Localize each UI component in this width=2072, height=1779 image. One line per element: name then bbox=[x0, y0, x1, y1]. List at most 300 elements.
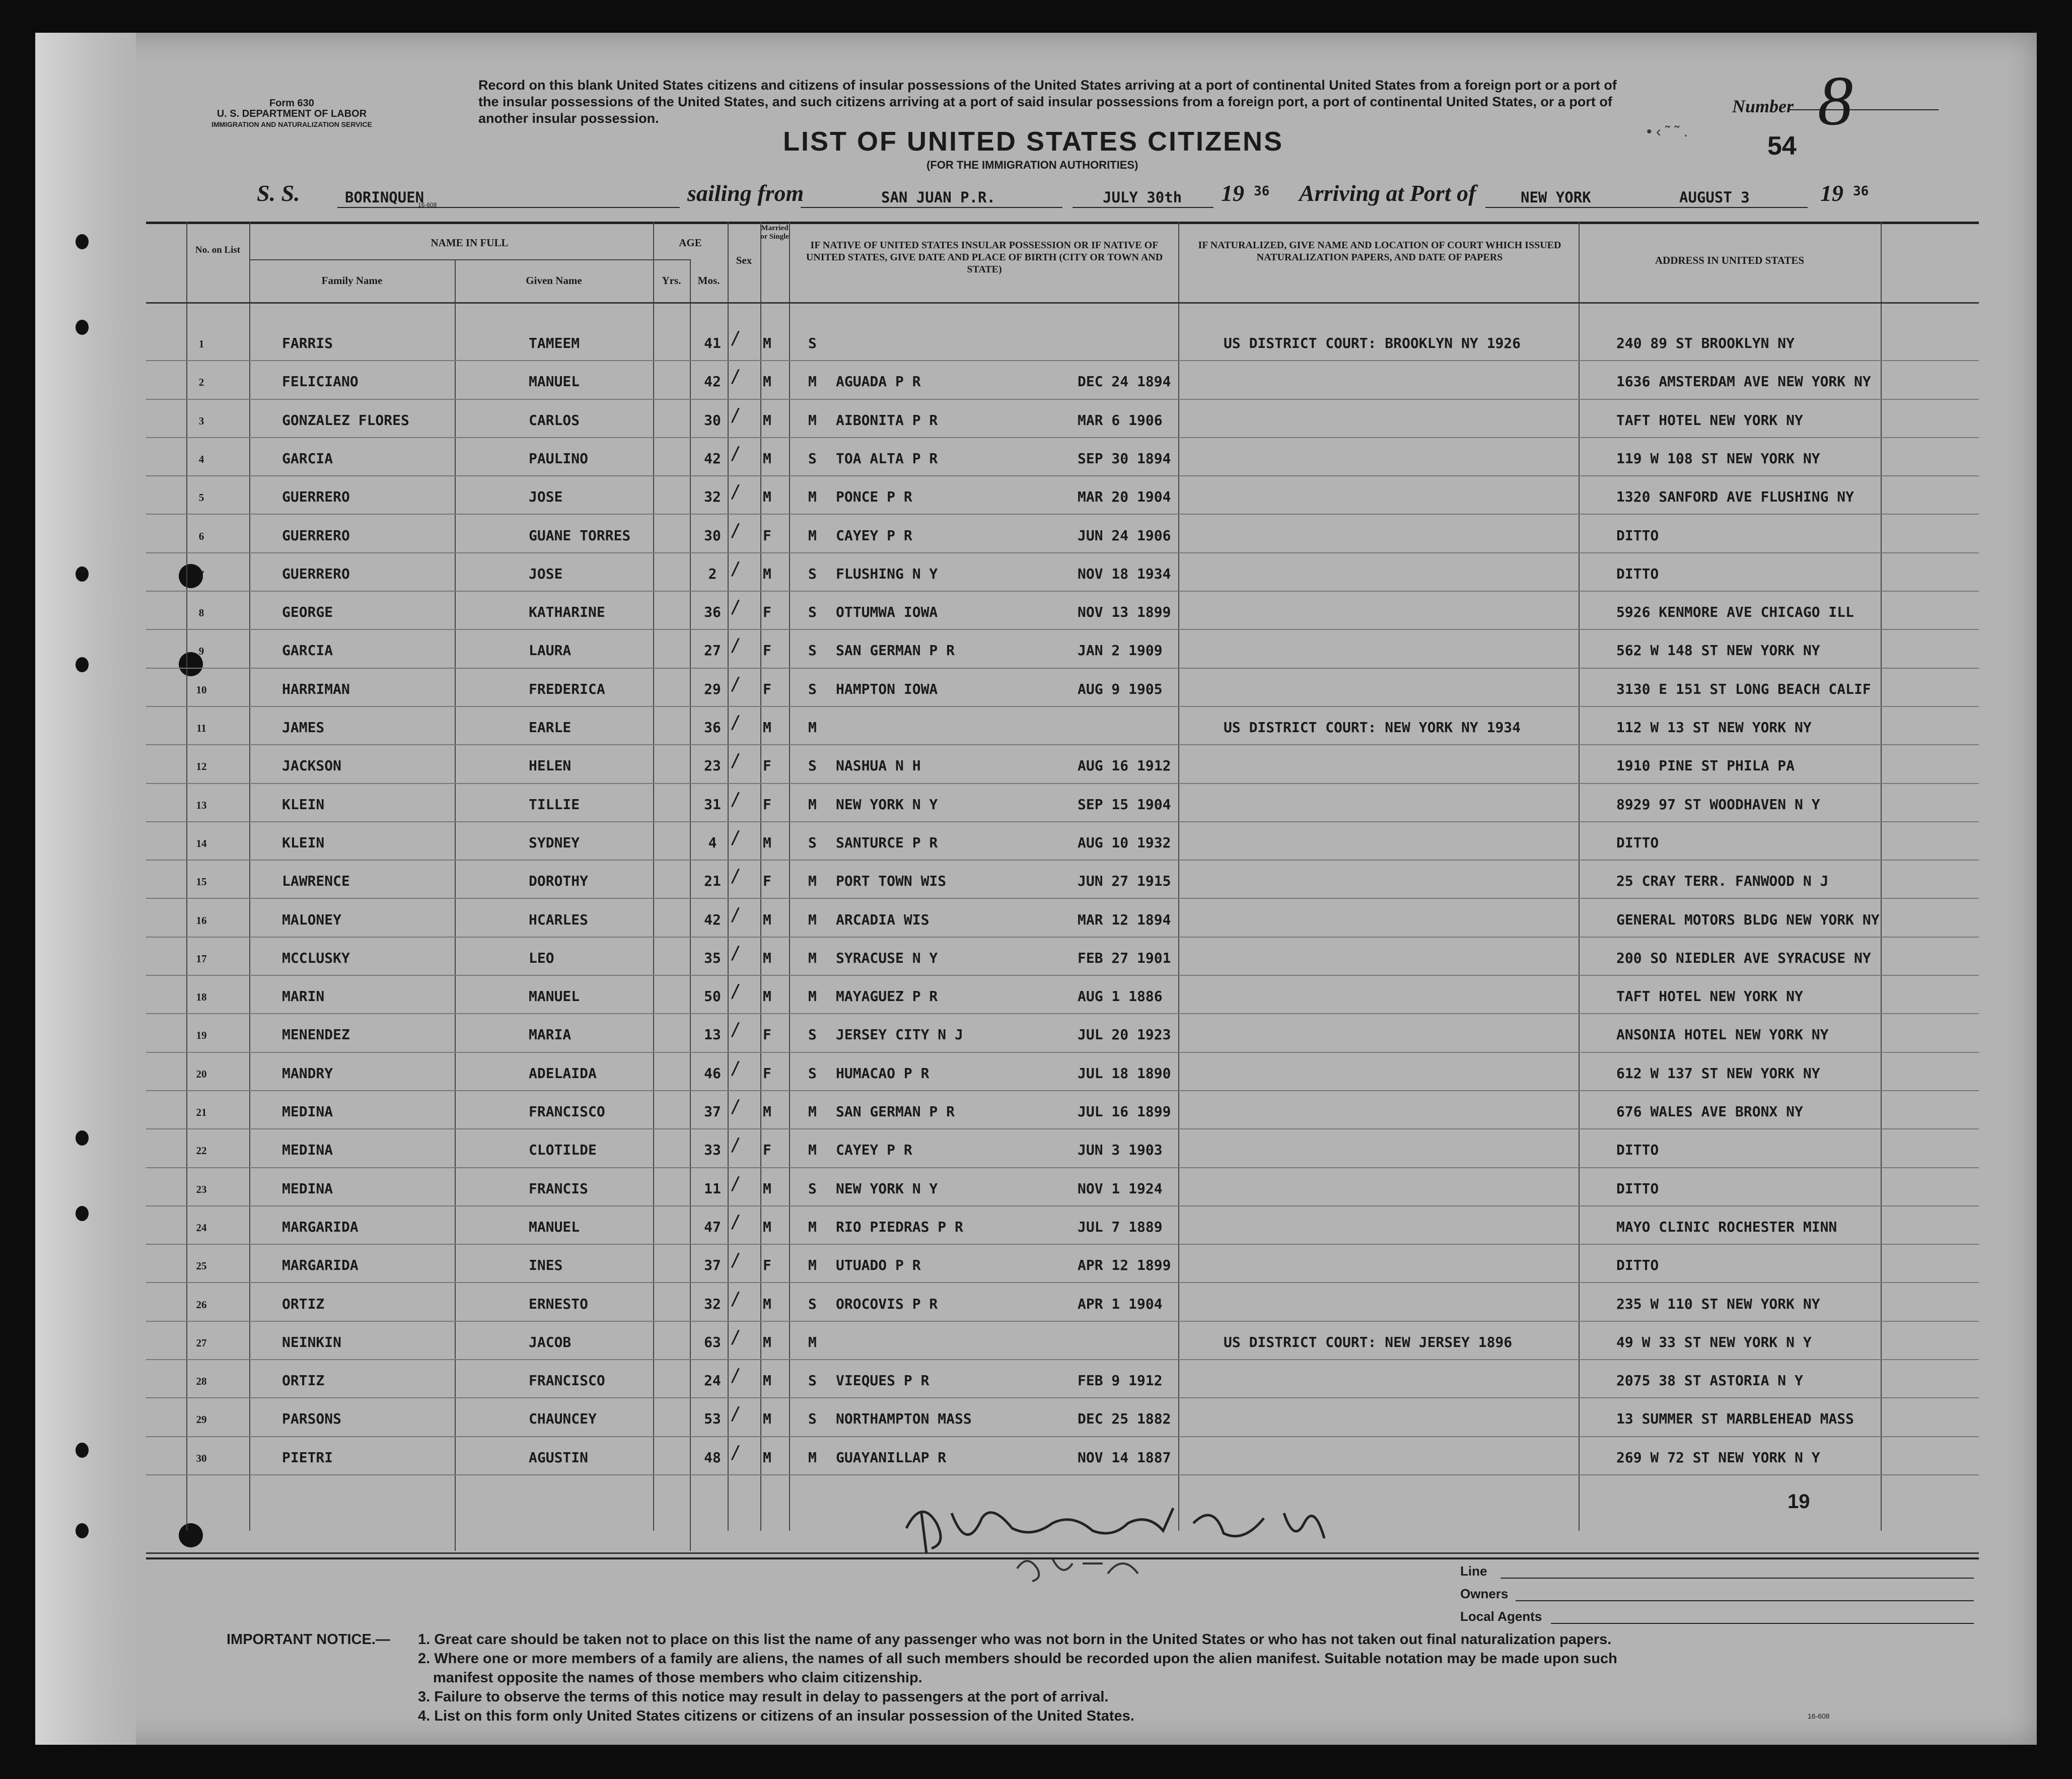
cell-age: 27 bbox=[704, 642, 721, 659]
table-row bbox=[146, 1092, 1979, 1129]
cell-family: LAWRENCE bbox=[282, 873, 350, 890]
row-rule bbox=[146, 898, 1979, 899]
cell-age: 36 bbox=[704, 604, 721, 621]
table-row bbox=[146, 1438, 1979, 1475]
arrival-port: NEW YORK bbox=[1521, 189, 1591, 206]
depart-date: JULY 30th bbox=[1103, 189, 1182, 206]
cell-given: ERNESTO bbox=[529, 1295, 589, 1312]
cell-date: JUL 16 1899 bbox=[1078, 1103, 1171, 1120]
notice-title: IMPORTANT NOTICE.— bbox=[227, 1631, 390, 1648]
cell-sex: M bbox=[763, 1333, 771, 1350]
cell-place: PORT TOWN WIS bbox=[836, 873, 947, 890]
cell-given: FREDERICA bbox=[529, 680, 605, 697]
table-row bbox=[146, 670, 1979, 707]
cell-ms: M bbox=[808, 873, 817, 890]
cell-place: GUAYANILLAP R bbox=[836, 1449, 947, 1466]
cell-date: NOV 1 1924 bbox=[1078, 1180, 1163, 1197]
cell-family: MCCLUSKY bbox=[282, 949, 350, 966]
inspector-signature bbox=[891, 1483, 1395, 1584]
cell-age: 13 bbox=[704, 1026, 721, 1043]
cell-place: JERSEY CITY N J bbox=[836, 1026, 963, 1043]
cell-num: 11 bbox=[196, 722, 206, 734]
cell-age: 32 bbox=[704, 1295, 721, 1312]
cell-family: GEORGE bbox=[282, 604, 333, 621]
cell-sex: M bbox=[763, 1295, 771, 1312]
cell-num: 3 bbox=[198, 414, 204, 427]
cell-date: DEC 24 1894 bbox=[1078, 373, 1171, 390]
row-rule bbox=[146, 744, 1979, 745]
cell-sex: M bbox=[763, 834, 771, 851]
punch-hole bbox=[76, 657, 89, 672]
cell-family: MEDINA bbox=[282, 1103, 333, 1120]
cell-sex: M bbox=[763, 450, 771, 467]
header-sex: Sex bbox=[736, 254, 752, 266]
cell-age: 31 bbox=[704, 796, 721, 813]
age-months-checkmark: / bbox=[730, 328, 741, 348]
cell-date: NOV 13 1899 bbox=[1078, 604, 1171, 621]
cell-court: US DISTRICT COURT: NEW YORK NY 1934 bbox=[1224, 719, 1521, 736]
age-months-checkmark: / bbox=[730, 1250, 741, 1271]
cell-family: HARRIMAN bbox=[282, 680, 350, 697]
cell-place: PONCE P R bbox=[836, 488, 912, 506]
cell-date: JAN 2 1909 bbox=[1078, 642, 1163, 659]
cell-place: SYRACUSE N Y bbox=[836, 949, 938, 966]
number-value: 8 bbox=[1818, 62, 1853, 140]
cell-place: RIO PIEDRAS P R bbox=[836, 1218, 963, 1235]
cell-sex: M bbox=[763, 949, 771, 966]
cell-family: MEDINA bbox=[282, 1180, 333, 1197]
agents-label: Local Agents bbox=[1460, 1609, 1542, 1624]
ship-name: BORINQUEN bbox=[345, 189, 424, 206]
header-naturalized: IF NATURALIZED, GIVE NAME AND LOCATION OF COURT WHICH ISSUED NATURALIZATION PAPERS, AND DATE OF PAPERS bbox=[1198, 240, 1561, 263]
cell-family: PIETRI bbox=[282, 1449, 333, 1466]
table-row bbox=[146, 631, 1979, 668]
cell-given: FRANCISCO bbox=[529, 1103, 605, 1120]
cell-place: AIBONITA P R bbox=[836, 411, 938, 429]
table-row bbox=[146, 439, 1979, 476]
page-count: 19 bbox=[1788, 1490, 1810, 1513]
header-no-on-list: No. on List bbox=[195, 245, 241, 255]
cell-family: KLEIN bbox=[282, 834, 325, 851]
cell-sex: F bbox=[763, 1064, 771, 1082]
cell-given: FRANCIS bbox=[529, 1180, 589, 1197]
cell-place: ARCADIA WIS bbox=[836, 911, 930, 928]
row-rule bbox=[146, 591, 1979, 592]
cell-address: 1636 AMSTERDAM AVE NEW YORK NY bbox=[1616, 373, 1871, 390]
cell-given: HELEN bbox=[529, 757, 571, 774]
cell-place: OTTUMWA IOWA bbox=[836, 604, 938, 621]
cell-sex: M bbox=[763, 1103, 771, 1120]
cell-address: 676 WALES AVE BRONX NY bbox=[1616, 1103, 1803, 1120]
cell-ms: M bbox=[808, 1257, 817, 1274]
row-rule bbox=[146, 937, 1979, 938]
header-family-name: Family Name bbox=[321, 274, 383, 287]
age-months-checkmark: / bbox=[730, 1442, 741, 1463]
table-row bbox=[146, 977, 1979, 1014]
cell-given: FRANCISCO bbox=[529, 1372, 605, 1389]
cell-address: TAFT HOTEL NEW YORK NY bbox=[1616, 988, 1803, 1005]
cell-given: JOSE bbox=[529, 488, 563, 506]
cell-age: 47 bbox=[704, 1218, 721, 1235]
cell-num: 16 bbox=[196, 914, 207, 927]
cell-ms: M bbox=[808, 411, 817, 429]
cell-sex: M bbox=[763, 911, 771, 928]
cell-num: 23 bbox=[196, 1183, 207, 1195]
cell-family: PARSONS bbox=[282, 1410, 342, 1428]
cell-num: 29 bbox=[196, 1413, 207, 1426]
age-months-checkmark: / bbox=[730, 1019, 741, 1040]
cell-place: UTUADO P R bbox=[836, 1257, 921, 1274]
line-underline bbox=[1501, 1578, 1974, 1579]
page-title: LIST OF UNITED STATES CITIZENS bbox=[783, 126, 1283, 157]
cell-given: SYDNEY bbox=[529, 834, 580, 851]
cell-age: 63 bbox=[704, 1333, 721, 1350]
cell-place: FLUSHING N Y bbox=[836, 565, 938, 582]
cell-date: JUL 20 1923 bbox=[1078, 1026, 1171, 1043]
age-months-checkmark: / bbox=[730, 981, 741, 1002]
line-label: Line bbox=[1460, 1563, 1487, 1579]
cell-sex: M bbox=[763, 1180, 771, 1197]
owners-underline bbox=[1516, 1600, 1974, 1601]
cell-sex: M bbox=[763, 335, 771, 351]
cell-ms: S bbox=[808, 680, 817, 697]
cell-place: SAN GERMAN P R bbox=[836, 1103, 955, 1120]
number-label: Number bbox=[1732, 96, 1794, 116]
cell-num: 22 bbox=[196, 1145, 207, 1157]
cell-place: TOA ALTA P R bbox=[836, 450, 938, 467]
cell-date: AUG 10 1932 bbox=[1078, 834, 1171, 851]
cell-sex: M bbox=[763, 373, 771, 390]
cell-family: JAMES bbox=[282, 719, 325, 736]
cell-num: 19 bbox=[196, 1029, 207, 1042]
age-months-checkmark: / bbox=[730, 1365, 741, 1386]
cell-age: 29 bbox=[704, 680, 721, 697]
cell-age: 30 bbox=[704, 527, 721, 544]
cell-date: MAR 12 1894 bbox=[1078, 911, 1171, 928]
arrival-year: 36 bbox=[1853, 184, 1869, 199]
cell-given: JOSE bbox=[529, 565, 563, 582]
cell-given: TILLIE bbox=[529, 796, 580, 813]
cell-num: 17 bbox=[196, 952, 207, 965]
header-age: AGE bbox=[679, 237, 702, 249]
cell-place: OROCOVIS P R bbox=[836, 1295, 938, 1312]
department: U. S. DEPARTMENT OF LABOR bbox=[217, 108, 367, 119]
cell-num: 4 bbox=[198, 453, 204, 465]
cell-given: CLOTILDE bbox=[529, 1142, 597, 1159]
punch-hole bbox=[76, 1206, 89, 1221]
cell-date: JUN 3 1903 bbox=[1078, 1142, 1163, 1159]
cell-ms: M bbox=[808, 911, 817, 928]
cell-sex: M bbox=[763, 719, 771, 736]
cell-num: 28 bbox=[196, 1375, 207, 1388]
cell-family: GUERRERO bbox=[282, 565, 350, 582]
cell-address: 119 W 108 ST NEW YORK NY bbox=[1616, 450, 1820, 467]
cell-place: MAYAGUEZ P R bbox=[836, 988, 938, 1005]
punch-hole bbox=[76, 1523, 89, 1538]
header-birthplace: IF NATIVE OF UNITED STATES INSULAR POSSESSION OR IF NATIVE OF UNITED STATES, GIVE DATE AND PLACE OF BIRTH (CITY OR TOWN AND STATE) bbox=[806, 240, 1163, 275]
age-months-checkmark: / bbox=[730, 750, 741, 771]
manifest-sheet bbox=[35, 33, 2037, 1745]
row-rule bbox=[146, 860, 1979, 861]
cell-age: 23 bbox=[704, 757, 721, 774]
table-row bbox=[146, 477, 1979, 515]
table-row bbox=[146, 324, 1979, 361]
row-rule bbox=[146, 1167, 1979, 1168]
header-address: ADDRESS IN UNITED STATES bbox=[1655, 254, 1805, 266]
cell-given: PAULINO bbox=[529, 450, 589, 467]
cell-place: SANTURCE P R bbox=[836, 834, 938, 851]
cell-sex: F bbox=[763, 1257, 771, 1274]
cell-address: 200 SO NIEDLER AVE SYRACUSE NY bbox=[1616, 949, 1871, 966]
cell-date: APR 12 1899 bbox=[1078, 1257, 1171, 1274]
cell-family: ORTIZ bbox=[282, 1372, 325, 1389]
age-months-checkmark: / bbox=[730, 1134, 741, 1156]
cell-date: APR 1 1904 bbox=[1078, 1295, 1163, 1312]
row-rule bbox=[146, 514, 1979, 515]
age-months-checkmark: / bbox=[730, 366, 741, 387]
cell-given: AGUSTIN bbox=[529, 1449, 589, 1466]
table-row bbox=[146, 1015, 1979, 1052]
row-rule bbox=[146, 783, 1979, 784]
cell-place: NEW YORK N Y bbox=[836, 796, 938, 813]
table-row bbox=[146, 1054, 1979, 1091]
cell-ms: M bbox=[808, 1103, 817, 1120]
cell-num: 7 bbox=[198, 568, 204, 581]
form-number: Form 630 bbox=[269, 98, 314, 109]
owners-label: Owners bbox=[1460, 1586, 1509, 1601]
row-rule bbox=[146, 668, 1979, 669]
header-married: Married or Single bbox=[760, 224, 789, 241]
cell-date: AUG 9 1905 bbox=[1078, 680, 1163, 697]
cell-address: 235 W 110 ST NEW YORK NY bbox=[1616, 1295, 1820, 1312]
cell-address: DITTO bbox=[1616, 1180, 1659, 1197]
row-rule bbox=[146, 629, 1979, 630]
left-margin-strip bbox=[35, 33, 136, 1745]
cell-place: NEW YORK N Y bbox=[836, 1180, 938, 1197]
cell-date: DEC 25 1882 bbox=[1078, 1410, 1171, 1428]
cell-num: 8 bbox=[198, 607, 204, 619]
row-rule bbox=[146, 1282, 1979, 1283]
cell-family: MARGARIDA bbox=[282, 1257, 359, 1274]
punch-hole bbox=[76, 1443, 89, 1458]
cell-place: HUMACAO P R bbox=[836, 1064, 930, 1082]
header-bottom-rule bbox=[146, 302, 1979, 304]
cell-given: CHAUNCEY bbox=[529, 1410, 597, 1428]
cell-address: 8929 97 ST WOODHAVEN N Y bbox=[1616, 796, 1820, 813]
table-row bbox=[146, 900, 1979, 938]
cell-address: 240 89 ST BROOKLYN NY bbox=[1616, 335, 1795, 351]
table-row bbox=[146, 708, 1979, 745]
cell-date: FEB 27 1901 bbox=[1078, 949, 1171, 966]
punch-hole bbox=[76, 566, 89, 582]
age-months-checkmark: / bbox=[730, 789, 741, 810]
cell-family: GONZALEZ FLORES bbox=[282, 411, 409, 429]
cell-place: AGUADA P R bbox=[836, 373, 921, 390]
cell-date: FEB 9 1912 bbox=[1078, 1372, 1163, 1389]
cell-sex: M bbox=[763, 565, 771, 582]
cell-family: NEINKIN bbox=[282, 1333, 342, 1350]
cell-sex: F bbox=[763, 757, 771, 774]
punch-hole bbox=[76, 234, 89, 249]
age-months-checkmark: / bbox=[730, 712, 741, 733]
cell-sex: M bbox=[763, 1218, 771, 1235]
cell-address: TAFT HOTEL NEW YORK NY bbox=[1616, 411, 1803, 429]
punch-hole bbox=[76, 1130, 89, 1146]
cell-sex: M bbox=[763, 988, 771, 1005]
cell-address: DITTO bbox=[1616, 565, 1659, 582]
cell-given: INES bbox=[529, 1257, 563, 1274]
table-row bbox=[146, 401, 1979, 438]
age-months-checkmark: / bbox=[730, 904, 741, 925]
cell-ms: M bbox=[808, 949, 817, 966]
cell-address: 25 CRAY TERR. FANWOOD N J bbox=[1616, 873, 1829, 890]
cell-ms: M bbox=[808, 1449, 817, 1466]
age-months-checkmark: / bbox=[730, 1173, 741, 1194]
row-rule bbox=[146, 399, 1979, 400]
cell-num: 18 bbox=[196, 991, 207, 1004]
table-row bbox=[146, 823, 1979, 861]
cell-date: JUN 27 1915 bbox=[1078, 873, 1171, 890]
ship-underline bbox=[337, 207, 680, 208]
age-months-checkmark: / bbox=[730, 597, 741, 618]
cell-date: NOV 14 1887 bbox=[1078, 1449, 1171, 1466]
row-rule bbox=[146, 1013, 1979, 1014]
cell-court: US DISTRICT COURT: NEW JERSEY 1896 bbox=[1224, 1333, 1513, 1350]
notice-4: 4. List on this form only United States citizens or citizens of an insular possession of the United States. bbox=[418, 1708, 1134, 1724]
cell-sex: F bbox=[763, 1142, 771, 1159]
cell-age: 4 bbox=[708, 834, 717, 851]
cell-address: 5926 KENMORE AVE CHICAGO ILL bbox=[1616, 604, 1854, 621]
punch-hole bbox=[76, 320, 89, 335]
cell-family: MENENDEZ bbox=[282, 1026, 350, 1043]
age-months-checkmark: / bbox=[730, 520, 741, 541]
cell-age: 33 bbox=[704, 1142, 721, 1159]
table-top-rule bbox=[146, 222, 1979, 224]
row-rule bbox=[146, 1090, 1979, 1091]
cell-num: 10 bbox=[196, 683, 207, 696]
cell-age: 36 bbox=[704, 719, 721, 736]
cell-family: GARCIA bbox=[282, 642, 333, 659]
cell-given: MANUEL bbox=[529, 1218, 580, 1235]
cell-ms: M bbox=[808, 1333, 817, 1350]
cell-family: MALONEY bbox=[282, 911, 342, 928]
age-months-checkmark: / bbox=[730, 481, 741, 503]
cell-family: MEDINA bbox=[282, 1142, 333, 1159]
row-rule bbox=[146, 437, 1979, 438]
cell-place: NASHUA N H bbox=[836, 757, 921, 774]
table-row bbox=[146, 554, 1979, 592]
cell-date: MAR 20 1904 bbox=[1078, 488, 1171, 506]
cell-family: KLEIN bbox=[282, 796, 325, 813]
stamp-number: 54 bbox=[1767, 131, 1797, 161]
cell-address: 49 W 33 ST NEW YORK N Y bbox=[1616, 1333, 1812, 1350]
table-row bbox=[146, 746, 1979, 784]
cell-given: MANUEL bbox=[529, 988, 580, 1005]
cell-family: JACKSON bbox=[282, 757, 342, 774]
cell-ms: M bbox=[808, 1218, 817, 1235]
cell-num: 27 bbox=[196, 1336, 207, 1349]
table-row bbox=[146, 1207, 1979, 1245]
table-row bbox=[146, 939, 1979, 976]
cell-given: LEO bbox=[529, 949, 554, 966]
age-months-checkmark: / bbox=[730, 673, 741, 694]
cell-family: GUERRERO bbox=[282, 527, 350, 544]
from-port: SAN JUAN P.R. bbox=[881, 189, 995, 206]
ss-label: S. S. bbox=[257, 180, 300, 206]
cell-age: 41 bbox=[704, 335, 721, 351]
row-rule bbox=[146, 1244, 1979, 1245]
cell-address: GENERAL MOTORS BLDG NEW YORK NY bbox=[1616, 911, 1880, 928]
row-rule bbox=[146, 1397, 1979, 1398]
row-rule bbox=[146, 475, 1979, 476]
cell-ms: S bbox=[808, 604, 817, 621]
cell-age: 37 bbox=[704, 1103, 721, 1120]
cell-num: 21 bbox=[196, 1106, 207, 1118]
cell-date: SEP 30 1894 bbox=[1078, 450, 1171, 467]
age-months-checkmark: / bbox=[730, 404, 741, 425]
row-rule bbox=[146, 706, 1979, 707]
table-row bbox=[146, 1130, 1979, 1168]
cell-ms: M bbox=[808, 373, 817, 390]
cell-sex: F bbox=[763, 642, 771, 659]
age-months-checkmark: / bbox=[730, 827, 741, 848]
cell-ms: S bbox=[808, 1064, 817, 1082]
table-row bbox=[146, 362, 1979, 399]
cell-age: 35 bbox=[704, 949, 721, 966]
notice-1: 1. Great care should be taken not to place on this list the name of any passenger who was not born in the United States or who has not taken out final naturalization papers. bbox=[418, 1631, 1612, 1648]
subheader-rule bbox=[249, 259, 690, 260]
header-name-in-full: NAME IN FULL bbox=[431, 237, 509, 249]
cell-ms: S bbox=[808, 757, 817, 774]
arrival-underline bbox=[1485, 207, 1808, 208]
cell-sex: M bbox=[763, 488, 771, 506]
cell-sex: F bbox=[763, 796, 771, 813]
header-given-name: Given Name bbox=[526, 274, 582, 287]
age-months-checkmark: / bbox=[730, 635, 741, 656]
row-rule bbox=[146, 360, 1979, 361]
cell-address: 612 W 137 ST NEW YORK NY bbox=[1616, 1064, 1820, 1082]
cell-address: 269 W 72 ST NEW YORK N Y bbox=[1616, 1449, 1820, 1466]
cell-address: 13 SUMMER ST MARBLEHEAD MASS bbox=[1616, 1410, 1854, 1428]
arriving-label: Arriving at Port of bbox=[1299, 180, 1476, 206]
cell-ms: S bbox=[808, 1372, 817, 1389]
cell-given: LAURA bbox=[529, 642, 571, 659]
cell-place: CAYEY P R bbox=[836, 1142, 912, 1159]
number-underline bbox=[1788, 109, 1939, 110]
cell-given: CARLOS bbox=[529, 411, 580, 429]
cell-given: EARLE bbox=[529, 719, 571, 736]
cell-num: 26 bbox=[196, 1298, 207, 1311]
cell-age: 42 bbox=[704, 450, 721, 467]
age-months-checkmark: / bbox=[730, 866, 741, 887]
cell-num: 15 bbox=[196, 876, 207, 888]
cell-num: 12 bbox=[196, 760, 207, 773]
cell-age: 42 bbox=[704, 373, 721, 390]
cell-family: MANDRY bbox=[282, 1064, 333, 1082]
cell-sex: F bbox=[763, 680, 771, 697]
footer-rule bbox=[146, 1557, 1979, 1559]
cell-address: 1320 SANFORD AVE FLUSHING NY bbox=[1616, 488, 1854, 506]
cell-sex: F bbox=[763, 604, 771, 621]
cell-num: 13 bbox=[196, 799, 207, 811]
cell-family: ORTIZ bbox=[282, 1295, 325, 1312]
age-months-checkmark: / bbox=[730, 1057, 741, 1079]
header-mos: Mos. bbox=[697, 274, 720, 287]
cell-date: SEP 15 1904 bbox=[1078, 796, 1171, 813]
cell-num: 24 bbox=[196, 1221, 207, 1234]
cell-age: 2 bbox=[708, 565, 717, 582]
header-yrs: Yrs. bbox=[662, 274, 681, 287]
